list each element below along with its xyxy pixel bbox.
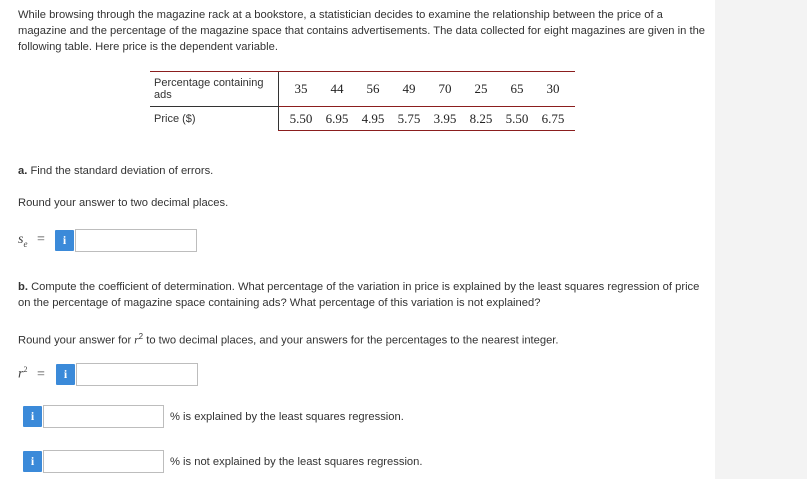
percentage-value: 70 [438,81,452,96]
info-icon[interactable]: i [23,451,42,472]
percentage-value: 30 [546,81,560,96]
round-before: Round your answer for [18,334,135,347]
r2-symbol: r [18,366,24,382]
price-value: 6.75 [541,110,565,126]
percentage-value: 56 [366,81,380,96]
se-subscript: e [23,238,28,249]
r2-label [18,365,45,383]
price-value: 5.75 [397,110,421,126]
se-label [18,232,45,249]
price-value: 5.50 [289,110,313,126]
round-after: to two decimal places, and your answers for the percentages to the nearest integer. [143,334,559,347]
explained-percent-field[interactable] [43,405,164,428]
not-explained-percent-field[interactable] [43,450,164,473]
r2-superscript: 2 [23,365,28,374]
percentage-value: 35 [294,81,308,96]
info-icon[interactable]: i [23,406,42,427]
percentage-value: 49 [402,81,416,96]
part-b-tag: b. [18,281,28,293]
price-value: 4.95 [361,110,385,126]
percentage-values [279,81,575,97]
r2-equals: = [36,366,45,382]
row-label-percentage: Percentage containing ads [150,72,279,107]
r-symbol: r [134,334,139,347]
intro-text: While browsing through the magazine rack at a bookstore, a statistician decides to examine the relationship between the price of a magazine and the percentage of the magazine space that contains advertisements. The data collected for eight magazines are given in the following table. Here price is the dependent variable. [18,9,706,53]
part-a-question-text: Find the standard deviation of errors. [30,165,214,177]
r-superscript: 2 [138,332,144,341]
se-equals: = [36,232,45,247]
price-values [279,111,575,127]
part-a-question [18,163,213,179]
percentage-value: 65 [510,81,524,96]
price-value: 3.95 [433,110,457,126]
part-a-tag: a. [18,165,28,177]
price-value: 5.50 [505,110,529,126]
info-icon[interactable]: i [55,230,74,251]
se-answer-field[interactable] [75,229,197,252]
explained-text: % is explained by the least squares regression. [170,411,404,423]
info-icon[interactable]: i [56,364,75,385]
price-value: 8.25 [469,110,493,126]
price-value: 6.95 [325,110,349,126]
row-label-price: Price ($) [154,112,196,125]
not-explained-text: % is not explained by the least squares regression. [170,456,423,468]
r2-answer-field[interactable] [76,363,198,386]
part-b-question [18,279,708,311]
percentage-value: 25 [474,81,488,96]
se-symbol: s [18,232,24,247]
data-table [150,71,575,131]
part-a-round-text: Round your answer to two decimal places. [18,197,229,209]
part-b-round-text [18,329,559,349]
percentage-value: 44 [330,81,344,96]
part-b-question-text: Compute the coefficient of determination. What percentage of the variation in price is explained by the least squares regression of price on the percentage of magazine space containing ads? What percentage of this variation is not explained? [18,281,700,309]
